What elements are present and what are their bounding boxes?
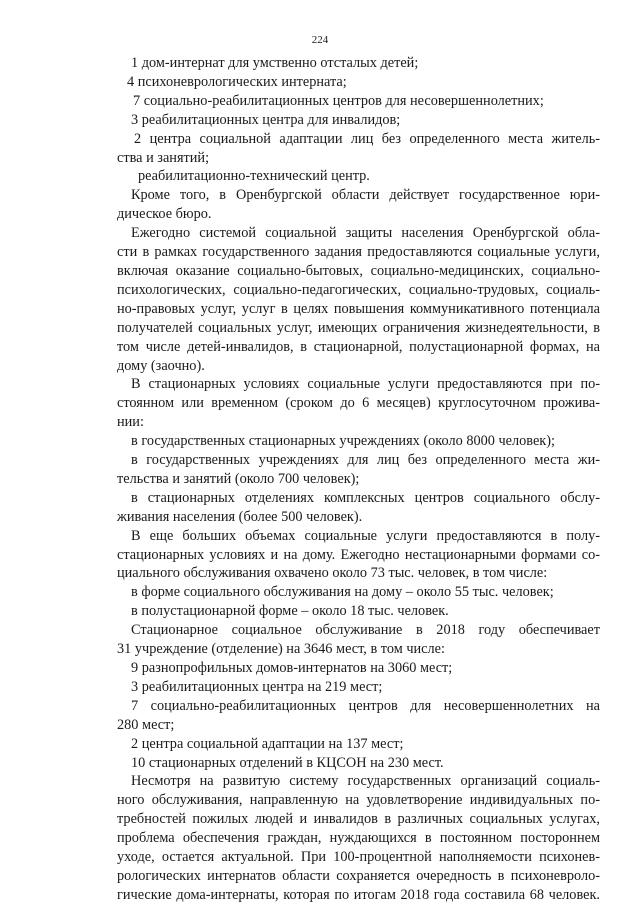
text-line: гические дома-интернаты, которая по итогам 2018 года составила 68 человек. bbox=[117, 886, 600, 903]
text-line: 7 социально-реабилитационных центров для несовершеннолетних; bbox=[133, 92, 544, 109]
text-line: 4 психоневрологических интерната; bbox=[127, 73, 347, 90]
text-line: но-правовых услуг, услуг в целях повышения коммуникативного потенциала bbox=[117, 300, 600, 317]
text-line: психологических, социально-педагогических, социально-трудовых, социаль- bbox=[117, 281, 600, 298]
text-line: том числе детей-инвалидов, в стационарной, полустационарной формах, на bbox=[117, 338, 600, 355]
text-line: 9 разнопрофильных домов-интернатов на 3060 мест; bbox=[131, 660, 453, 676]
page-number: 224 bbox=[311, 34, 329, 46]
text-line: ства и занятий; bbox=[117, 149, 210, 166]
text-line: включая оказание социально-бытовых, социально-медицинских, социально- bbox=[117, 262, 600, 279]
text-line: Несмотря на развитую систему государственных организаций социаль- bbox=[131, 773, 600, 790]
text-line: нии: bbox=[117, 414, 144, 431]
text-line: получателей социальных услуг, имеющих ограничения жизнедеятельности, в bbox=[117, 319, 600, 336]
text-line: реабилитационно-технический центр. bbox=[138, 168, 370, 185]
text-line: тельства и занятий (около 700 человек); bbox=[117, 470, 360, 487]
text-line: в стационарных отделениях комплексных центров социального обслу- bbox=[131, 489, 600, 506]
text-line: в государственных стационарных учреждениях (около 8000 человек); bbox=[131, 433, 555, 450]
text-line: стоянном или временном (сроком до 6 месяцев) круглосуточном прожива- bbox=[117, 395, 600, 412]
text-line: 2 центра социальной адаптации на 137 мест; bbox=[131, 735, 404, 752]
text-line: уходе, остается актуальной. При 100-процентной наполняемости психонев- bbox=[117, 849, 600, 866]
text-line: В еще больших объемах социальные услуги предоставляются в полу- bbox=[131, 527, 600, 544]
text-line: В стационарных условиях социальные услуги предоставляются при по- bbox=[131, 376, 600, 393]
text-line: 1 дом-интернат для умственно отсталых детей; bbox=[131, 55, 419, 71]
text-line: Стационарное социальное обслуживание в 2018 году обеспечивает bbox=[131, 622, 600, 639]
text-line: 3 реабилитационных центра на 219 мест; bbox=[131, 678, 383, 695]
text-line: ного обслуживания, направленную на удовлетворение индивидуальных по- bbox=[117, 792, 600, 809]
text-line: 31 учреждение (отделение) на 3646 мест, в том числе: bbox=[117, 641, 445, 658]
text-line: 2 центра социальной адаптации лиц без определенного места житель- bbox=[134, 130, 600, 147]
text-line: живания населения (более 500 человек). bbox=[117, 508, 363, 525]
text-line: 3 реабилитационных центра для инвалидов; bbox=[131, 111, 401, 128]
text-line: циального обслуживания охвачено около 73 тыс. человек, в том числе: bbox=[117, 565, 548, 582]
text-line: 10 стационарных отделений в КЦСОН на 230 мест. bbox=[131, 754, 444, 771]
text-line: в полустационарной форме – около 18 тыс. человек. bbox=[131, 603, 449, 620]
text-line: требностей пожилых людей и инвалидов в различных социальных услугах, bbox=[117, 811, 600, 828]
text-line: Ежегодно системой социальной защиты населения Оренбургской обла- bbox=[131, 225, 600, 242]
text-line: дому (заочно). bbox=[117, 357, 205, 374]
text-line: 7 социально-реабилитационных центров для несовершеннолетних на bbox=[131, 697, 600, 714]
text-line: 280 мест; bbox=[117, 716, 175, 733]
text-line: проблема обеспечения граждан, нуждающихся в постоянном постороннем bbox=[117, 830, 600, 847]
text-line: дическое бюро. bbox=[117, 206, 212, 223]
text-line: стационарных условиях и на дому. Ежегодно нестационарными формами со- bbox=[117, 546, 600, 563]
text-line: рологических интернатов области сохраняется очередность в психоневроло- bbox=[117, 867, 600, 884]
text-line: сти в рамках государственного задания предоставляются социальные услуги, bbox=[117, 244, 600, 261]
body-text bbox=[117, 54, 600, 905]
text-line: в форме социального обслуживания на дому – около 55 тыс. человек; bbox=[131, 584, 554, 601]
text-line: Кроме того, в Оренбургской области действует государственное юри- bbox=[131, 187, 600, 204]
text-line: в государственных учреждениях для лиц без определенного места жи- bbox=[131, 452, 600, 469]
